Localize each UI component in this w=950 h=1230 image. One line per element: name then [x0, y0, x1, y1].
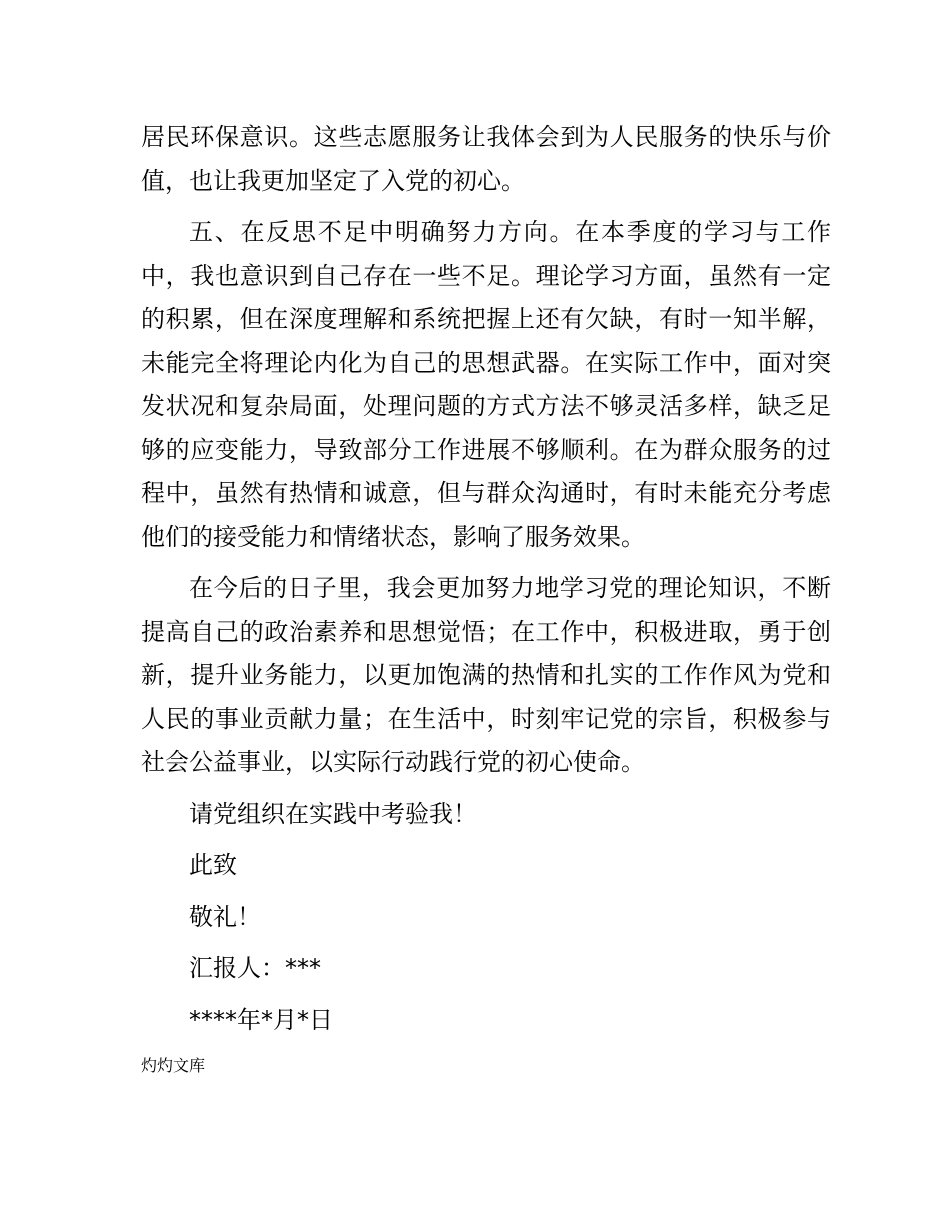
footer-watermark: 灼灼文库 — [141, 1056, 206, 1075]
paragraph-continuation: 居民环保意识。这些志愿服务让我体会到为人民服务的快乐与价值，也让我更加坚定了入党的初心。 — [141, 123, 831, 195]
closing-request: 请党组织在实践中考验我！ — [189, 799, 477, 828]
paragraph-reflection: 五、在反思不足中明确努力方向。在本季度的学习与工作中，我也意识到自己存在一些不足。理论学习方面，虽然有一定的积累，但在深度理解和系统把握上还有欠缺，有时一知半解，未能完全将理论内化为自己的思想武器。在实际工作中，面对突发状况和复杂局面，处理问题的方式方法不够灵活多样，缺乏足够的应变能力，导致部分工作进展不够顺利。在为群众服务的过程中，虽然有热情和诚意，但与群众沟通时，有时未能充分考虑他们的接受能力和情绪状态，影响了服务效果。 — [141, 218, 831, 551]
closing-salutation: 此致 — [189, 851, 237, 879]
closing-respect: 敬礼！ — [189, 902, 261, 931]
document-body — [141, 116, 831, 1050]
reporter-signature: 汇报人：*** — [189, 954, 321, 982]
paragraph-future-plan: 在今后的日子里，我会更加努力地学习党的理论知识，不断提高自己的政治素养和思想觉悟；在工作中，积极进取，勇于创新，提升业务能力，以更加饱满的热情和扎实的工作作风为党和人民的事业贡献力量；在生活中，时刻牢记党的宗旨，积极参与社会公益事业，以实际行动践行党的初心使命。 — [141, 574, 831, 776]
report-date: ****年*月*日 — [189, 1005, 333, 1034]
